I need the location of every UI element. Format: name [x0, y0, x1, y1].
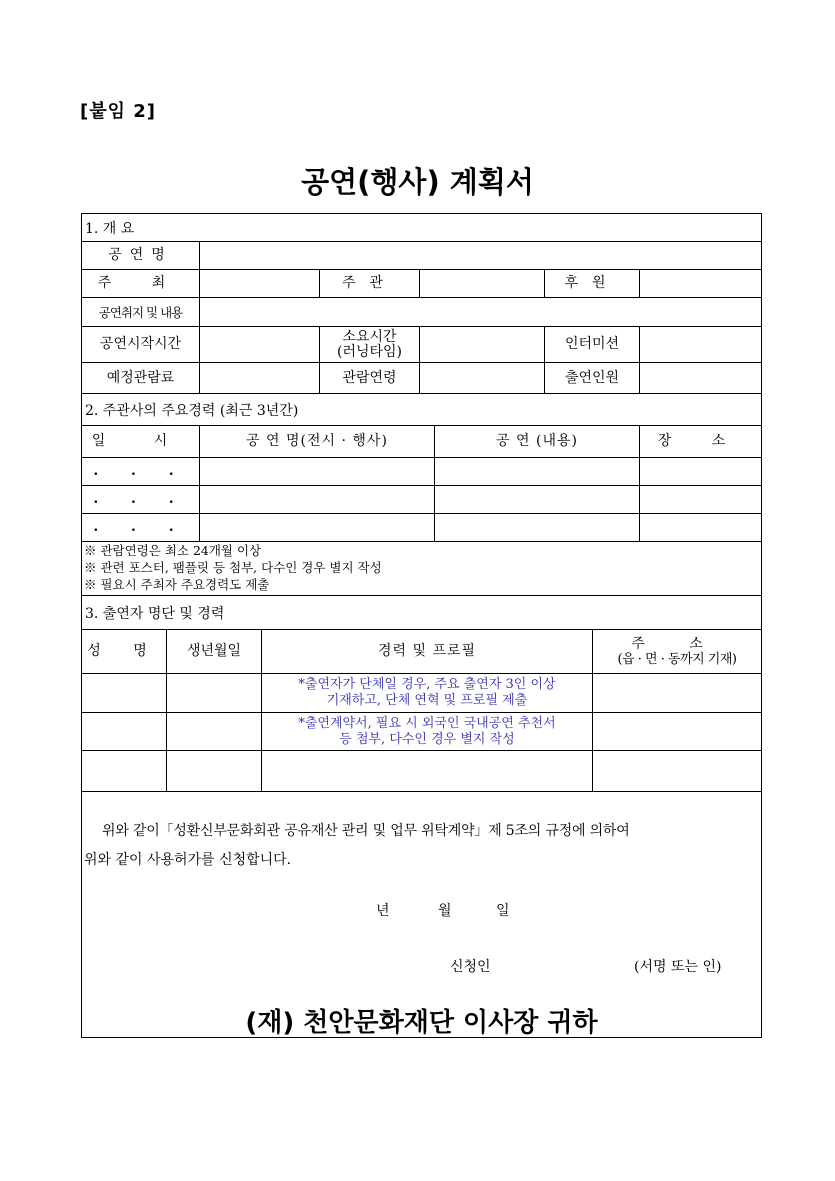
- profile-note1-line2: 기재하고, 단체 연혁 및 프로필 제출: [326, 693, 528, 708]
- date-year: 년: [376, 903, 390, 919]
- cast-row-address[interactable]: [593, 713, 761, 751]
- note-age: ※ 관람연령은 최소 24개월 이상: [84, 543, 262, 558]
- history-row-title[interactable]: [200, 458, 435, 486]
- date-month: 월: [438, 903, 452, 919]
- declaration-line1: 위와 같이「성환신부문화회관 공유재산 관리 및 업무 위탁계약」제 5조의 규정에 의하여: [102, 823, 630, 839]
- sponsor-label: 후원: [545, 270, 640, 298]
- history-row-content[interactable]: [435, 458, 640, 486]
- applicant-label: 신청인: [450, 959, 491, 975]
- cast-row-birthdate[interactable]: [167, 713, 262, 751]
- ticket-price-label: 예정관람료: [82, 363, 200, 394]
- profile-note2-line1: *출연계약서, 필요 시 외국인 국내공연 추천서: [298, 715, 556, 731]
- history-row-content[interactable]: [435, 514, 640, 542]
- intermission-label: 인터미션: [545, 327, 640, 363]
- history-row-date[interactable]: . . .: [82, 514, 200, 542]
- start-time-field[interactable]: [200, 327, 320, 363]
- host-field[interactable]: [200, 270, 320, 298]
- cast-count-field[interactable]: [640, 363, 761, 394]
- cast-row-profile[interactable]: [262, 751, 593, 792]
- cast-row-birthdate[interactable]: [167, 751, 262, 792]
- host-label: 주 최: [82, 270, 200, 298]
- history-row-title[interactable]: [200, 486, 435, 514]
- cast-row-profile[interactable]: [262, 713, 593, 751]
- history-row-venue[interactable]: [640, 486, 761, 514]
- audience-age-label: 관람연령: [320, 363, 420, 394]
- history-row-content[interactable]: [435, 486, 640, 514]
- cast-row-address[interactable]: [593, 674, 761, 713]
- running-time-label: [320, 327, 420, 363]
- note-attachments: ※ 관련 포스터, 팸플릿 등 첨부, 다수인 경우 별지 작성: [84, 560, 382, 575]
- date-day: 일: [496, 903, 510, 919]
- attachment-label: [붙임 2]: [80, 101, 157, 122]
- organizer-field[interactable]: [420, 270, 545, 298]
- start-time-label: 공연시작시간: [82, 327, 200, 363]
- section2-header: 2. 주관사의 주요경력 (최근 3년간): [82, 394, 761, 426]
- history-row-title[interactable]: [200, 514, 435, 542]
- cast-col-name: 성 명: [82, 630, 167, 674]
- history-row-date[interactable]: . . .: [82, 458, 200, 486]
- history-col-venue: 장 소: [640, 426, 761, 458]
- running-time-label-line2: (러닝타임): [336, 343, 403, 360]
- running-time-label-line1: 소요시간: [342, 328, 397, 345]
- sponsor-field[interactable]: [640, 270, 761, 298]
- cast-row-address[interactable]: [593, 751, 761, 792]
- cast-row-name[interactable]: [82, 674, 167, 713]
- intermission-field[interactable]: [640, 327, 761, 363]
- history-col-date: 일 시: [82, 426, 200, 458]
- ticket-price-field[interactable]: [200, 363, 320, 394]
- profile-note2-line2: 등 첨부, 다수인 경우 별지 작성: [339, 731, 515, 747]
- form-frame: [81, 213, 762, 1038]
- cast-row-name[interactable]: [82, 713, 167, 751]
- cast-col-address-line1: 주 소: [631, 635, 723, 652]
- page-title: 공연(행사) 계획서: [301, 165, 534, 199]
- signature-label: (서명 또는 인): [634, 959, 722, 975]
- performance-name-label: 공연명: [82, 242, 200, 270]
- addressee: (재) 천안문화재단 이사장 귀하: [245, 1008, 598, 1038]
- history-col-content: 공 연 (내용): [435, 426, 640, 458]
- section3-header: 3. 출연자 명단 및 경력: [82, 596, 761, 630]
- audience-age-field[interactable]: [420, 363, 545, 394]
- profile-note1-line1: *출연자가 단체일 경우, 주요 출연자 3인 이상: [298, 677, 556, 692]
- cast-col-profile: 경력 및 프로필: [262, 630, 593, 674]
- cast-row-birthdate[interactable]: [167, 674, 262, 713]
- cast-col-address-line2: (읍 · 면 · 동까지 기재): [617, 651, 737, 667]
- history-row-venue[interactable]: [640, 514, 761, 542]
- cast-row-name[interactable]: [82, 751, 167, 792]
- section1-header: 1. 개 요: [82, 214, 761, 242]
- history-row-date[interactable]: . . .: [82, 486, 200, 514]
- purpose-field[interactable]: [200, 298, 761, 327]
- history-row-venue[interactable]: [640, 458, 761, 486]
- cast-col-birthdate: 생년월일: [167, 630, 262, 674]
- performance-name-field[interactable]: [200, 242, 761, 270]
- note-host-history: ※ 필요시 주최자 주요경력도 제출: [84, 577, 270, 592]
- purpose-label: 공연취지 및 내용: [82, 298, 200, 327]
- cast-count-label: 출연인원: [545, 363, 640, 394]
- cast-row-profile[interactable]: [262, 674, 593, 713]
- cast-col-address: [593, 630, 761, 674]
- history-col-title: 공 연 명(전시 · 행사): [200, 426, 435, 458]
- organizer-label: 주관: [320, 270, 420, 298]
- history-notes: [82, 542, 761, 596]
- declaration-text: [82, 817, 761, 875]
- declaration-line2: 위와 같이 사용허가를 신청합니다.: [84, 852, 292, 868]
- running-time-field[interactable]: [420, 327, 545, 363]
